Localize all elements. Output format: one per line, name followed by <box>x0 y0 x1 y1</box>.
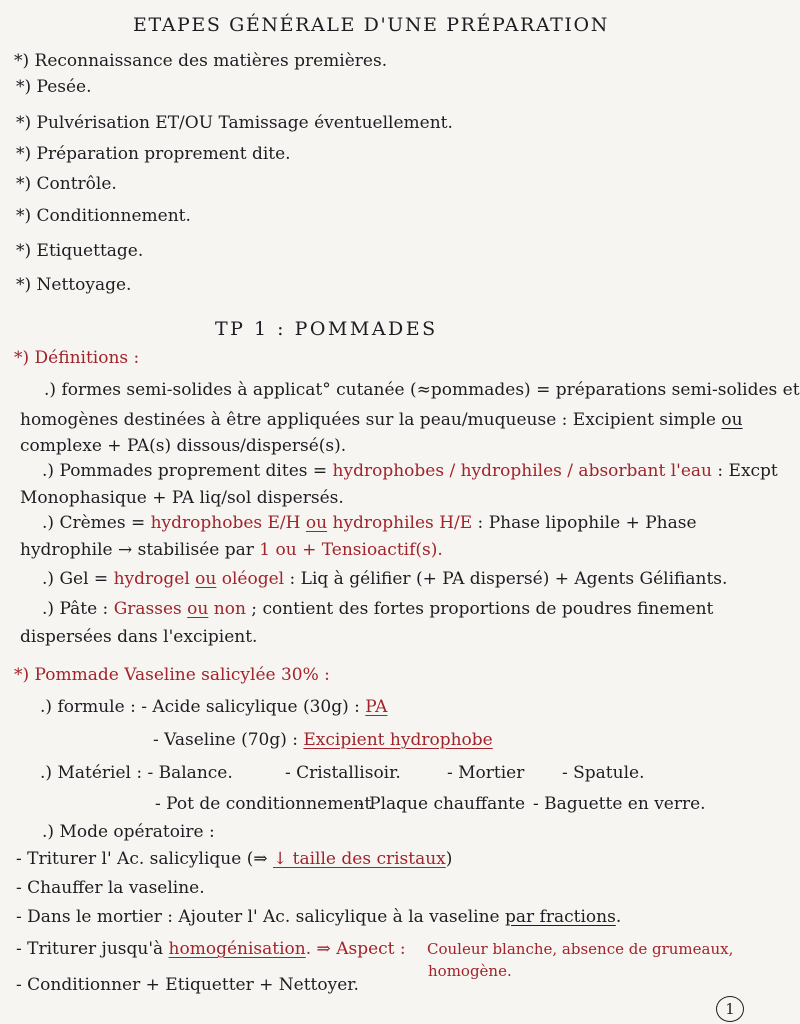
step-item: *) Pesée. <box>16 77 92 97</box>
materiel-item: - Cristallisoir. <box>285 763 401 783</box>
definition-line: .) Pâte : Grasses ou non ; contient des fortes proportions de poudres finement <box>42 599 714 619</box>
operation-step: - Triturer jusqu'à homogénisation. ⇒ Aspect : <box>16 939 406 959</box>
section-title: TP 1 : POMMADES <box>215 318 438 340</box>
step-item: *) Etiquettage. <box>16 241 144 261</box>
step-item: *) Reconnaissance des matières premières. <box>14 51 388 71</box>
materiel-item: .) Matériel : - Balance. <box>40 763 233 783</box>
step-item: *) Nettoyage. <box>16 275 132 295</box>
page-number: 1 <box>716 996 744 1022</box>
operation-step: - Chauffer la vaseline. <box>16 878 205 898</box>
definition-line: .) Crèmes = hydrophobes E/H ou hydrophiles H/E : Phase lipophile + Phase <box>42 513 697 533</box>
recipe-heading: *) Pommade Vaseline salicylée 30% : <box>14 665 330 685</box>
step-item: *) Pulvérisation ET/OU Tamissage éventuellement. <box>16 113 453 133</box>
operation-step: - Triturer l' Ac. salicylique (⇒ ↓ taille des cristaux) <box>16 849 453 869</box>
page-title: ETAPES GÉNÉRALE D'UNE PRÉPARATION <box>133 14 609 36</box>
materiel-item: - Baguette en verre. <box>533 794 706 814</box>
definitions-heading: *) Définitions : <box>14 348 140 368</box>
materiel-item: - Mortier <box>447 763 525 783</box>
definition-line: .) formes semi-solides à applicat° cutanée (≈pommades) = préparations semi-solides et <box>44 380 800 400</box>
mode-heading: .) Mode opératoire : <box>42 822 215 842</box>
operation-step: - Conditionner + Etiquetter + Nettoyer. <box>16 975 359 995</box>
materiel-item: - Pot de conditionnement <box>155 794 372 814</box>
definition-line: .) Gel = hydrogel ou oléogel : Liq à gélifier (+ PA dispersé) + Agents Gélifiants. <box>42 569 728 589</box>
definition-line: hydrophile → stabilisée par 1 ou + Tensioactif(s). <box>20 540 443 560</box>
aspect-text: Couleur blanche, absence de grumeaux, <box>427 940 734 958</box>
definition-line: homogènes destinées à être appliquées sur la peau/muqueuse : Excipient simple ou <box>20 410 743 430</box>
aspect-text: homogène. <box>428 962 512 980</box>
materiel-item: - Spatule. <box>562 763 645 783</box>
definition-line: dispersées dans l'excipient. <box>20 627 258 647</box>
recipe-line: - Vaseline (70g) : Excipient hydrophobe <box>153 730 493 750</box>
materiel-item: - Plaque chauffante <box>358 794 526 814</box>
step-item: *) Conditionnement. <box>16 206 191 226</box>
step-item: *) Contrôle. <box>16 174 117 194</box>
definition-line: .) Pommades proprement dites = hydrophobes / hydrophiles / absorbant l'eau : Excpt <box>42 461 778 481</box>
recipe-line: .) formule : - Acide salicylique (30g) : PA <box>40 697 388 717</box>
step-item: *) Préparation proprement dite. <box>16 144 291 164</box>
definition-line: Monophasique + PA liq/sol dispersés. <box>20 488 344 508</box>
definition-line: complexe + PA(s) dissous/dispersé(s). <box>20 436 347 456</box>
operation-step: - Dans le mortier : Ajouter l' Ac. salicylique à la vaseline par fractions. <box>16 907 622 927</box>
